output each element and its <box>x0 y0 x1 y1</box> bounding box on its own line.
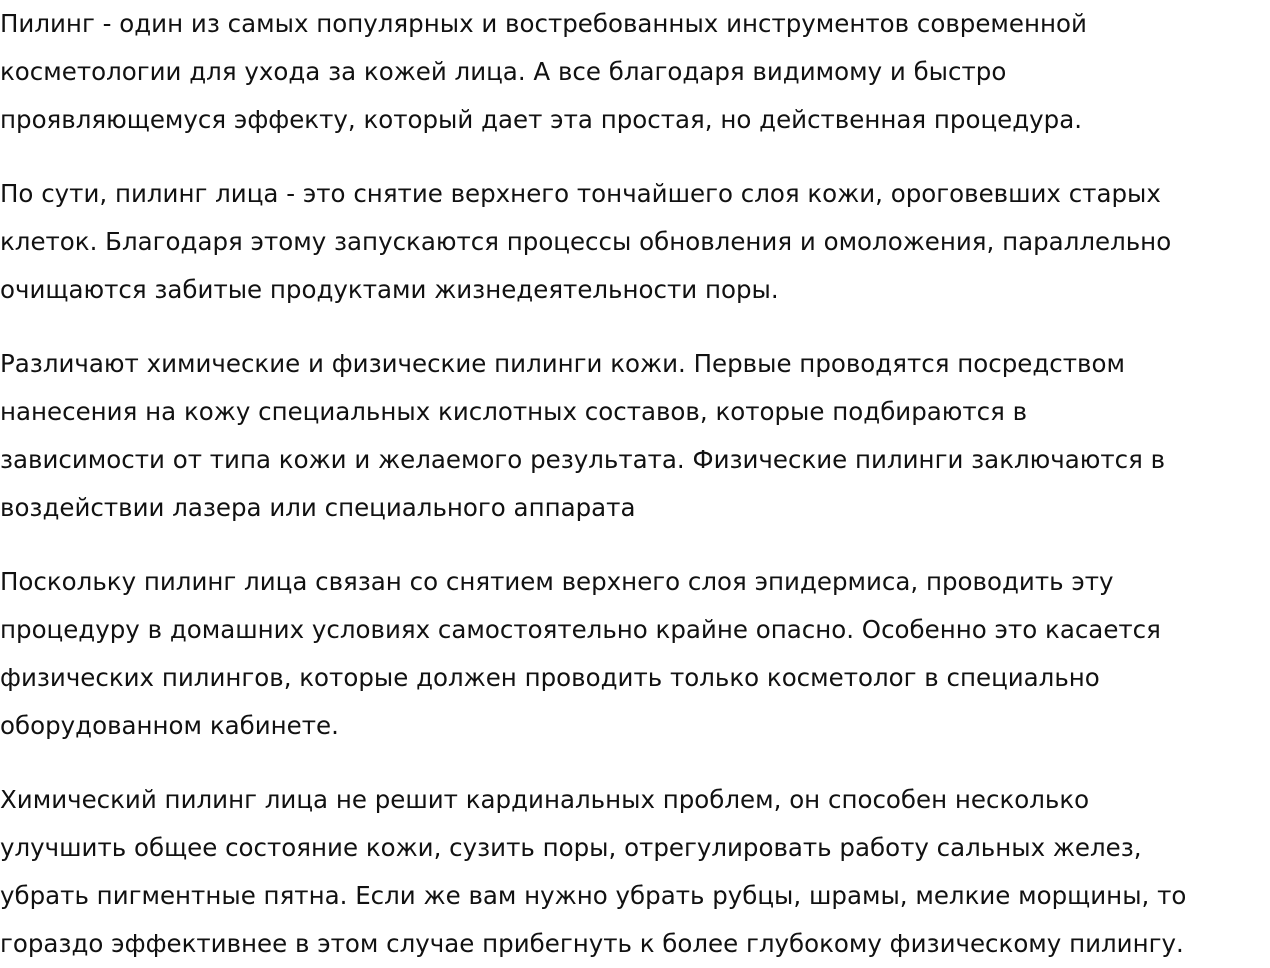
text-line: По сути, пилинг лица - это снятие верхнего тончайшего слоя кожи, ороговевших старых <box>0 179 1161 208</box>
paragraph-types <box>0 340 1270 532</box>
text-line: Пилинг - один из самых популярных и востребованных инструментов современной <box>0 9 1087 38</box>
text-line: процедуру в домашних условиях самостоятельно крайне опасно. Особенно это касается <box>0 615 1161 644</box>
text-line: очищаются забитые продуктами жизнедеятельности поры. <box>0 275 779 304</box>
text-line: оборудованном кабинете. <box>0 711 339 740</box>
text-line: клеток. Благодаря этому запускаются процессы обновления и омоложения, параллельно <box>0 227 1172 256</box>
text-line: физических пилингов, которые должен проводить только косметолог в специально <box>0 663 1100 692</box>
text-line: воздействии лазера или специального аппарата <box>0 493 636 522</box>
paragraph-warning <box>0 558 1270 750</box>
paragraph-chemical-vs-physical <box>0 776 1270 968</box>
text-line: Различают химические и физические пилинги кожи. Первые проводятся посредством <box>0 349 1125 378</box>
text-line: нанесения на кожу специальных кислотных составов, которые подбираются в <box>0 397 1028 426</box>
text-line: проявляющемуся эффекту, который дает эта простая, но действенная процедура. <box>0 105 1082 134</box>
text-line: улучшить общее состояние кожи, сузить поры, отрегулировать работу сальных желез, <box>0 833 1142 862</box>
text-line: косметологии для ухода за кожей лица. А все благодаря видимому и быстро <box>0 57 1007 86</box>
text-line: убрать пигментные пятна. Если же вам нужно убрать рубцы, шрамы, мелкие морщины, то <box>0 881 1187 910</box>
paragraph-definition <box>0 170 1270 314</box>
text-line: Поскольку пилинг лица связан со снятием верхнего слоя эпидермиса, проводить эту <box>0 567 1114 596</box>
text-line: зависимости от типа кожи и желаемого результата. Физические пилинги заключаются в <box>0 445 1166 474</box>
text-line: Химический пилинг лица не решит кардинальных проблем, он способен несколько <box>0 785 1090 814</box>
text-line: гораздо эффективнее в этом случае прибегнуть к более глубокому физическому пилингу. <box>0 929 1184 958</box>
paragraph-intro <box>0 0 1270 144</box>
